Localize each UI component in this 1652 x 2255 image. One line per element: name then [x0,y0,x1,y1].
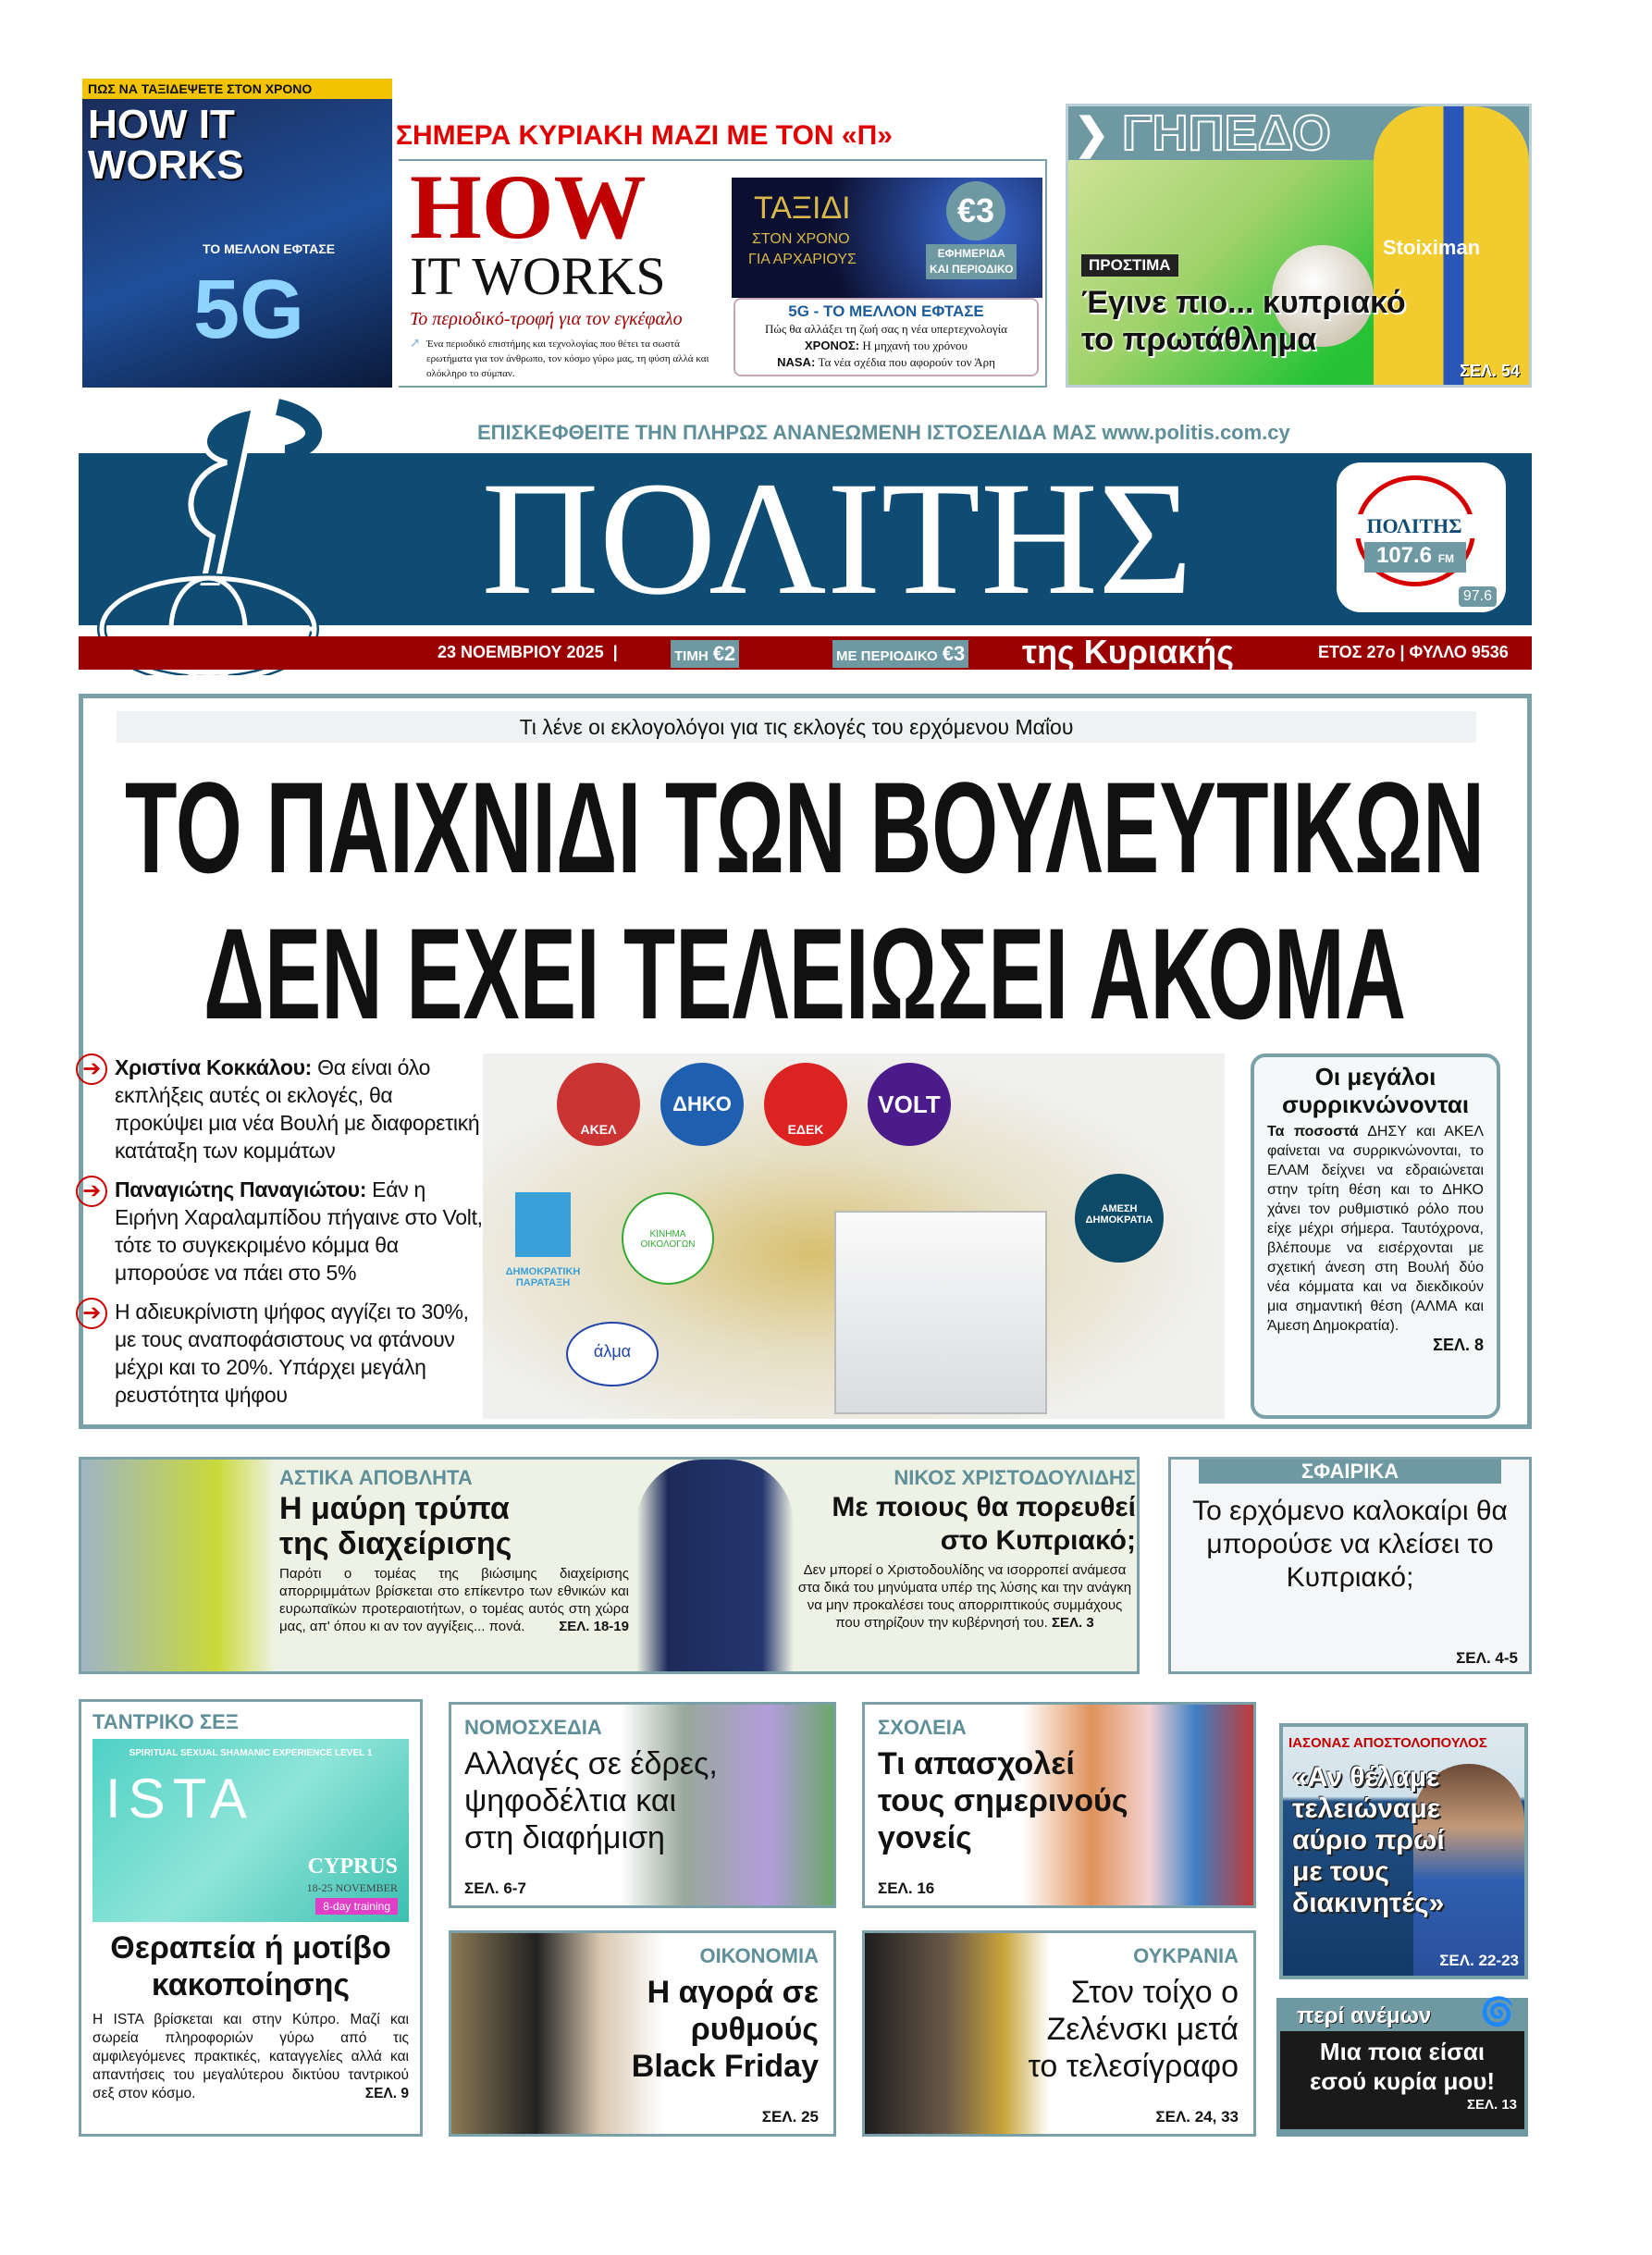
title: στο Κυπριακό; [940,1525,1136,1556]
info-label: ΧΡΟΝΟΣ: [805,339,860,352]
page-ref: ΣΕΛ. 54 [1460,362,1520,380]
info-line: Πώς θα αλλάξει τη ζωή σας η νέα υπερτεχνολογία [765,322,1007,336]
headline-line-1: ΤΟ ΠΑΙΧΝΙΔΙ ΤΩΝ ΒΟΥΛΕΥΤΙΚΩΝ [125,755,1485,900]
party-logo: ΑΚΕΛ [557,1063,640,1146]
cover-big: 5G [193,264,305,356]
title: Με ποιους θα πορευθεί [832,1492,1136,1522]
magazine-ad [732,178,1042,298]
side-bold: Τα ποσοστά [1267,1124,1359,1140]
page-ref: ΣΕΛ. 9 [364,2086,409,2101]
ukraine-box[interactable] [862,1930,1256,2137]
ad-price-badge: €3 [946,181,1005,240]
info-title: 5G - ΤΟ ΜΕΛΛΟΝ ΕΦΤΑΣΕ [788,302,984,320]
lead-kicker: Τι λένε οι εκλογολόγοι για τις εκλογές του ερχόμενου Μαΐου [117,711,1476,743]
headline-line: το πρωτάθλημα [1081,322,1317,357]
radio-frequency: 107.6 [1375,543,1433,568]
kicker: ΣΧΟΛΕΙΑ [878,1716,967,1739]
arrow-right-icon: ➔ [76,1176,107,1207]
lead-headline [83,754,1527,1050]
radio-name: ΠΟΛΙΤΗΣ [1350,514,1479,538]
headline-line: Έγινε πιο... κυπριακό [1081,285,1406,320]
kicker: περί ανέμων [1297,2003,1432,2028]
price-label: ΤΙΜΗ [674,648,709,664]
quote: αύριο πρωί [1292,1825,1445,1855]
quote: τελειώναμε [1292,1793,1440,1824]
ad-note-2: ΚΑΙ ΠΕΡΙΟΔΙΚΟ [930,263,1014,276]
sport-kicker: ΠΡΟΣΤΙΜΑ [1081,254,1178,277]
ballot-box [834,1211,1047,1414]
chevron-right-icon: ❯ [1074,109,1110,157]
magazine-price: €3 [942,642,966,665]
kicker: ΙΑΣΟΝΑΣ ΑΠΟΣΤΟΛΟΠΟΥΛΟΣ [1288,1735,1487,1751]
page-ref: ΣΕΛ. 8 [1433,1336,1484,1354]
title: ψηφοδέλτια και [464,1783,677,1818]
bullet-text: Εάν η Ειρήνη Χαραλαμπίδου πήγαινε στο Volt, τότε το συγκεκριμένο κόμμα θα μπορούσε να πάει στο 5% [115,1177,483,1285]
title: Η μαύρη τρύπα [279,1491,510,1526]
masthead-logo: ΠΟΛΙΤΗΣ [481,449,1193,629]
tantra-box[interactable] [79,1699,423,2137]
ad-logo: ISTA [105,1768,254,1830]
title: Η αγορά σε [647,1975,819,2010]
radio-alt-frequency: 97.6 [1459,586,1497,607]
issue-number: ΦΥΛΛΟ 9536 [1409,643,1509,661]
info-text: Τα νέα σχέδια που αφορούν τον Άρη [815,355,995,369]
issue-date: 23 ΝΟΕΜΒΡΙΟΥ 2025 [438,643,604,661]
it-works-title: IT WORKS [410,246,666,306]
lead-bullets [76,1054,483,1409]
kicker: ΑΣΤΙΚΑ ΑΠΟΒΛΗΤΑ [279,1466,473,1489]
info-text: Η μηχανή του χρόνου [859,339,968,352]
page-ref: ΣΕΛ. 24, 33 [1155,2108,1239,2126]
arrow-right-icon: ➔ [76,1054,107,1085]
sponsor-text: Stoiximan [1383,236,1481,259]
arrow-right-icon: ➔ [76,1298,107,1329]
title: Τι απασχολεί [878,1746,1075,1781]
radio-fm: FM [1437,552,1455,565]
cover-sub: ΤΟ ΜΕΛΛΟΝ ΕΦΤΑΣΕ [203,241,336,256]
promo-box[interactable] [399,155,1047,388]
bullet [76,1176,483,1287]
side-title: Οι μεγάλοι συρρικνώνονται [1281,1063,1470,1118]
ad-dates: 18-25 NOVEMBER [306,1881,398,1894]
kicker: ΟΥΚΡΑΝΙΑ [1133,1944,1239,1967]
promo-banner: ΣΗΜΕΡΑ ΚΥΡΙΑΚΗ ΜΑΖΙ ΜΕ ΤΟΝ «Π» [396,120,893,151]
parties-ballot-image [483,1054,1225,1419]
bullet-name: Παναγιώτης Παναγιώτου: [115,1177,367,1201]
page-ref: ΣΕΛ. 16 [878,1879,935,1897]
bullet-text: Η αδιευκρίνιστη ψήφος αγγίζει το 30%, με τους αναποφάσιστους να φτάνουν μέχρι και το 20%. Υπάρχει μεγάλη ρευστότητα ψήφου [115,1300,469,1407]
title: Αλλαγές σε έδρες, [464,1746,718,1781]
promo-desc: Ένα περιοδικό επιστήμης και τεχνολογίας που θέτει τα σωστά ερωτήματα για τον άνθρωπο, τον κόσμο γύρω μας, τη φύση αλλά και ολόκληρο το σύμπαν. [426,339,709,379]
how-title: HOW [410,155,647,258]
party-logo: ΚΙΝΗΜΑ ΟΙΚΟΛΟΓΩΝ [622,1192,714,1285]
title: τους σημερινούς [878,1783,1128,1818]
page-ref: ΣΕΛ. 3 [1052,1615,1094,1631]
headline-line-2: ΔΕΝ ΕΧΕΙ ΤΕΛΕΙΩΣΕΙ ΑΚΟΜΑ [203,901,1406,1046]
arrow-icon: ➚ [410,337,421,351]
quote: διακινητές» [1292,1888,1445,1918]
party-logo: ΑΜΕΣΗ ΔΗΜΟΚΡΑΤΙΑ [1075,1174,1164,1263]
ad-title: ΤΑΞΙΔΙ [754,191,851,226]
page-ref: ΣΕΛ. 13 [1466,2097,1517,2113]
info-label: NASA: [777,355,816,369]
title: ρυθμούς [690,2012,819,2047]
kicker: ΝΟΜΟΣΧΕΔΙΑ [464,1716,602,1739]
year: ΕΤΟΣ 27ο [1318,643,1396,661]
dateline-bar: 23 ΝΟΕΜΒΡΙΟΥ 2025 | ΤΙΜΗ €2 ΜΕ ΠΕΡΙΟΔΙΚΟ €3 της Κυριακής ΕΤΟΣ 27ο | ΦΥΛΛΟ 9536 [79,636,1532,670]
website-promo[interactable]: ΕΠΙΣΚΕΦΘΕΙΤΕ ΤΗΝ ΠΛΗΡΩΣ ΑΝΑΝΕΩΜΕΝΗ ΙΣΤΟΣΕΛΙΔΑ ΜΑΣ www.politis.com.cy [477,421,1290,444]
edition-label: της Κυριακής [1022,633,1234,671]
kicker: ΤΑΝΤΡΙΚΟ ΣΕΞ [92,1710,239,1733]
story-text: Η ISTA βρίσκεται και στην Κύπρο. Μαζί και σωρεία πληροφοριών γύρω από τις αμφιλεγόμενες πρακτικές, καταγγελίες αλλά και απαντήσεις του μεγαλύτερου δικτύου ταντρικού σεξ στον κόσμο. [92,2012,409,2101]
title: Θεραπεία ή μοτίβο [110,1930,391,1965]
waste-christo-box [79,1457,1140,1674]
quote: «Αν θέλαμε [1292,1762,1440,1793]
side-box [1251,1054,1500,1419]
wind-swirl-icon: 🌀 [1480,1997,1515,2027]
kicker: ΣΦΑΙΡΙΚΑ [1199,1460,1501,1484]
christodoulides-photo [636,1460,794,1671]
bullet [76,1298,483,1409]
bullet-name: Χριστίνα Κοκκάλου: [115,1055,313,1079]
bills-box[interactable] [449,1702,836,1908]
price: €2 [712,642,736,665]
page-ref: ΣΕΛ. 22-23 [1439,1952,1519,1969]
bullet-text: Θα είναι όλο εκπλήξεις αυτές οι εκλογές, θα προκύψει μια νέα Βουλή με διαφορετική κατάταξη των κομμάτων [115,1055,480,1163]
party-logo: ΔΗΜΟΚΡΑΤΙΚΗ ΠΑΡΑΤΑΞΗ [492,1192,594,1288]
title: στη διαφήμιση [464,1820,665,1855]
schools-box[interactable] [862,1702,1256,1908]
ad-top: SPIRITUAL SEXUAL SHAMANIC EXPERIENCE LEVEL 1 [129,1748,373,1758]
christo-story[interactable] [794,1465,1136,1632]
radio-badge[interactable] [1337,462,1506,612]
ad-place: CYPRUS [307,1855,398,1879]
sport-teaser[interactable] [1066,104,1532,388]
title: το τελεσίγραφο [1028,2049,1239,2084]
title: Μια ποια είσαι [1319,2038,1486,2065]
lead-story[interactable] [79,694,1532,1429]
quill-globe-logo [88,398,356,675]
page-ref: ΣΕΛ. 18-19 [559,1619,629,1634]
ad-badge: 8-day training [315,1898,398,1915]
kicker: ΟΙΚΟΝΟΜΙΑ [699,1944,819,1967]
section-title: ΓΗΠΕΔΟ [1122,105,1331,161]
title: της διαχείρισης [279,1526,512,1561]
economy-box[interactable] [449,1930,836,2137]
magazine-info-box [734,298,1039,376]
title: Στον τοίχο ο [1070,1975,1239,2010]
magazine-price-label: ΜΕ ΠΕΡΙΟΔΙΚΟ [836,648,938,664]
kicker: ΝΙΚΟΣ ΧΡΙΣΤΟΔΟΥΛΙΔΗΣ [894,1466,1136,1489]
quote: με τους [1292,1856,1389,1887]
bullet [76,1054,483,1164]
cover-title: HOW IT WORKS [88,102,244,188]
sfairika-box[interactable] [1168,1457,1532,1674]
story-text: Δεν μπορεί ο Χριστοδουλίδης να ισορροπεί ανάμεσα στα δικά του μηνύματα υπέρ της λύσης και την ανάγκη να μην προκαλέσει τους απορριπτικούς συμμάχους που στηρίζουν την κυβέρνησή του. [797,1562,1132,1631]
party-logo: ΕΔΕΚ [764,1063,847,1146]
side-text: ΔΗΣΥ και ΑΚΕΛ φαίνεται να συρρικνώνονται, το ΕΛΑΜ δείχνει να εδραιώνεται στην τρίτη θέση και το ΔΗΚΟ χάνει τον ρυθμιστικό ρόλο που είχε μέχρι σήμερα. Ταυτόχρονα, βλέπουμε να εισέρχονται με σχετική άνεση στη Βουλή δύο νέα κόμματα και να διεκδικούν μια σημαντική θέση (ΑΛΜΑ και Άμεση Δημοκρατία). [1267,1124,1485,1334]
winds-box[interactable] [1276,1998,1528,2137]
promo-tagline: Το περιοδικό-τροφή για τον εγκέφαλο [410,309,683,329]
party-logo: VOLT [868,1063,951,1146]
title: Ζελένσκι μετά [1046,2012,1239,2047]
magazine-cover[interactable] [82,79,392,388]
cover-top: ΠΩΣ ΝΑ ΤΑΞΙΔΕΨΕΤΕ ΣΤΟΝ ΧΡΟΝΟ [82,79,392,99]
title: εσού κυρία μου! [1309,2067,1496,2095]
story-text: Παρότι ο τομέας της βιώσιμης διαχείρισης απορριμμάτων βρίσκεται στο επίκεντρο των εθνικών και ευρωπαϊκών προτεραιοτήτων, ο τομέας αυτός στη χώρα μας, απ' όπου κι αν τον αγγίξεις... πονά. [279,1566,629,1634]
page-ref: ΣΕΛ. 6-7 [464,1879,526,1897]
party-logo: ΔΗΚΟ [660,1063,744,1146]
page-ref: ΣΕΛ. 25 [761,2108,819,2126]
page-ref: ΣΕΛ. 4-5 [1456,1649,1518,1667]
title: Black Friday [631,2049,819,2084]
sfairika-text: Το ερχόμενο καλοκαίρι θα μπορούσε να κλείσει το Κυπριακό; [1192,1496,1508,1593]
waste-story[interactable] [279,1465,629,1635]
sport-headline [1081,284,1406,358]
title: κακοποίησης [151,1967,351,2002]
ad-title-3: ΓΙΑ ΑΡΧΑΡΙΟΥΣ [748,252,857,267]
ista-ad [92,1739,409,1922]
ad-note-1: ΕΦΗΜΕΡΙΔΑ [937,247,1005,260]
title: γονείς [878,1820,972,1855]
party-logo: άλμα [566,1322,659,1386]
ad-title-2: ΣΤΟΝ ΧΡΟΝΟ [752,231,850,247]
iasonas-box[interactable] [1279,1723,1528,1979]
zelensky-photo [865,1933,1050,2134]
workers-photo [81,1460,276,1671]
